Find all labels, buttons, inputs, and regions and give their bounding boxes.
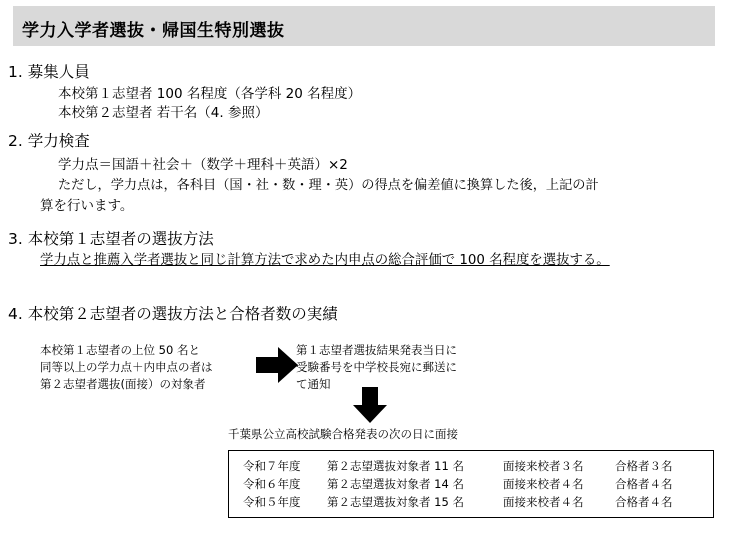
section-3-line-1: 学力点と推薦入学者選抜と同じ計算方法で求めた内申点の総合評価で 100 名程度を選抜する。 — [40, 253, 610, 268]
section-3-heading: 3. 本校第１志望者の選抜方法 — [8, 230, 214, 248]
section-1-heading: 1. 募集人員 — [8, 63, 90, 81]
result-passed: 合格者４名 — [615, 477, 673, 491]
result-candidates: 第２志望選抜対象者 14 名 — [327, 477, 464, 491]
result-interviewed: 面接来校者４名 — [503, 477, 584, 491]
down-arrow-icon — [353, 387, 387, 423]
result-passed: 合格者４名 — [615, 495, 673, 509]
section-4-heading: 4. 本校第２志望者の選抜方法と合格者数の実績 — [8, 305, 338, 323]
result-interviewed: 面接来校者３名 — [503, 459, 584, 473]
section-2-line-2: ただし，学力点は，各科目（国・社・数・理・英）の得点を偏差値に換算した後，上記の計 — [58, 178, 599, 193]
result-row — [243, 476, 673, 492]
result-year: 令和５年度 — [243, 495, 301, 509]
result-row — [243, 458, 673, 474]
interview-note: 千葉県公立高校試験合格発表の次の日に面接 — [228, 427, 458, 441]
flow-left-line-2: 同等以上の学力点＋内申点の者は — [40, 360, 213, 374]
section-1-line-2: 本校第２志望者 若干名（4. 参照） — [58, 105, 269, 121]
result-interviewed: 面接来校者４名 — [503, 495, 584, 509]
flow-right-line-1: 第１志望者選抜結果発表当日に — [296, 343, 457, 357]
section-1-line-1: 本校第１志望者 100 名程度（各学科 20 名程度） — [58, 86, 362, 102]
page-title: 学力入学者選抜・帰国生特別選抜 — [22, 21, 285, 41]
right-arrow-icon — [256, 347, 298, 383]
results-box — [228, 450, 714, 518]
result-year: 令和６年度 — [243, 477, 301, 491]
result-year: 令和７年度 — [243, 459, 301, 473]
section-2-line-1: 学力点＝国語＋社会＋（数学＋理科＋英語）×2 — [58, 157, 348, 173]
flow-left-line-1: 本校第１志望者の上位 50 名と — [40, 343, 200, 357]
result-candidates: 第２志望選抜対象者 15 名 — [327, 495, 464, 509]
flow-right-line-3: て通知 — [296, 377, 331, 391]
section-2-heading: 2. 学力検査 — [8, 132, 90, 150]
result-candidates: 第２志望選抜対象者 11 名 — [327, 459, 464, 473]
flow-left-line-3: 第２志望者選抜(面接）の対象者 — [40, 377, 206, 391]
result-passed: 合格者３名 — [615, 459, 673, 473]
flow-right-line-2: 受験番号を中学校長宛に郵送に — [296, 360, 457, 374]
section-2-line-3: 算を行います。 — [40, 198, 134, 214]
result-row — [243, 494, 673, 510]
